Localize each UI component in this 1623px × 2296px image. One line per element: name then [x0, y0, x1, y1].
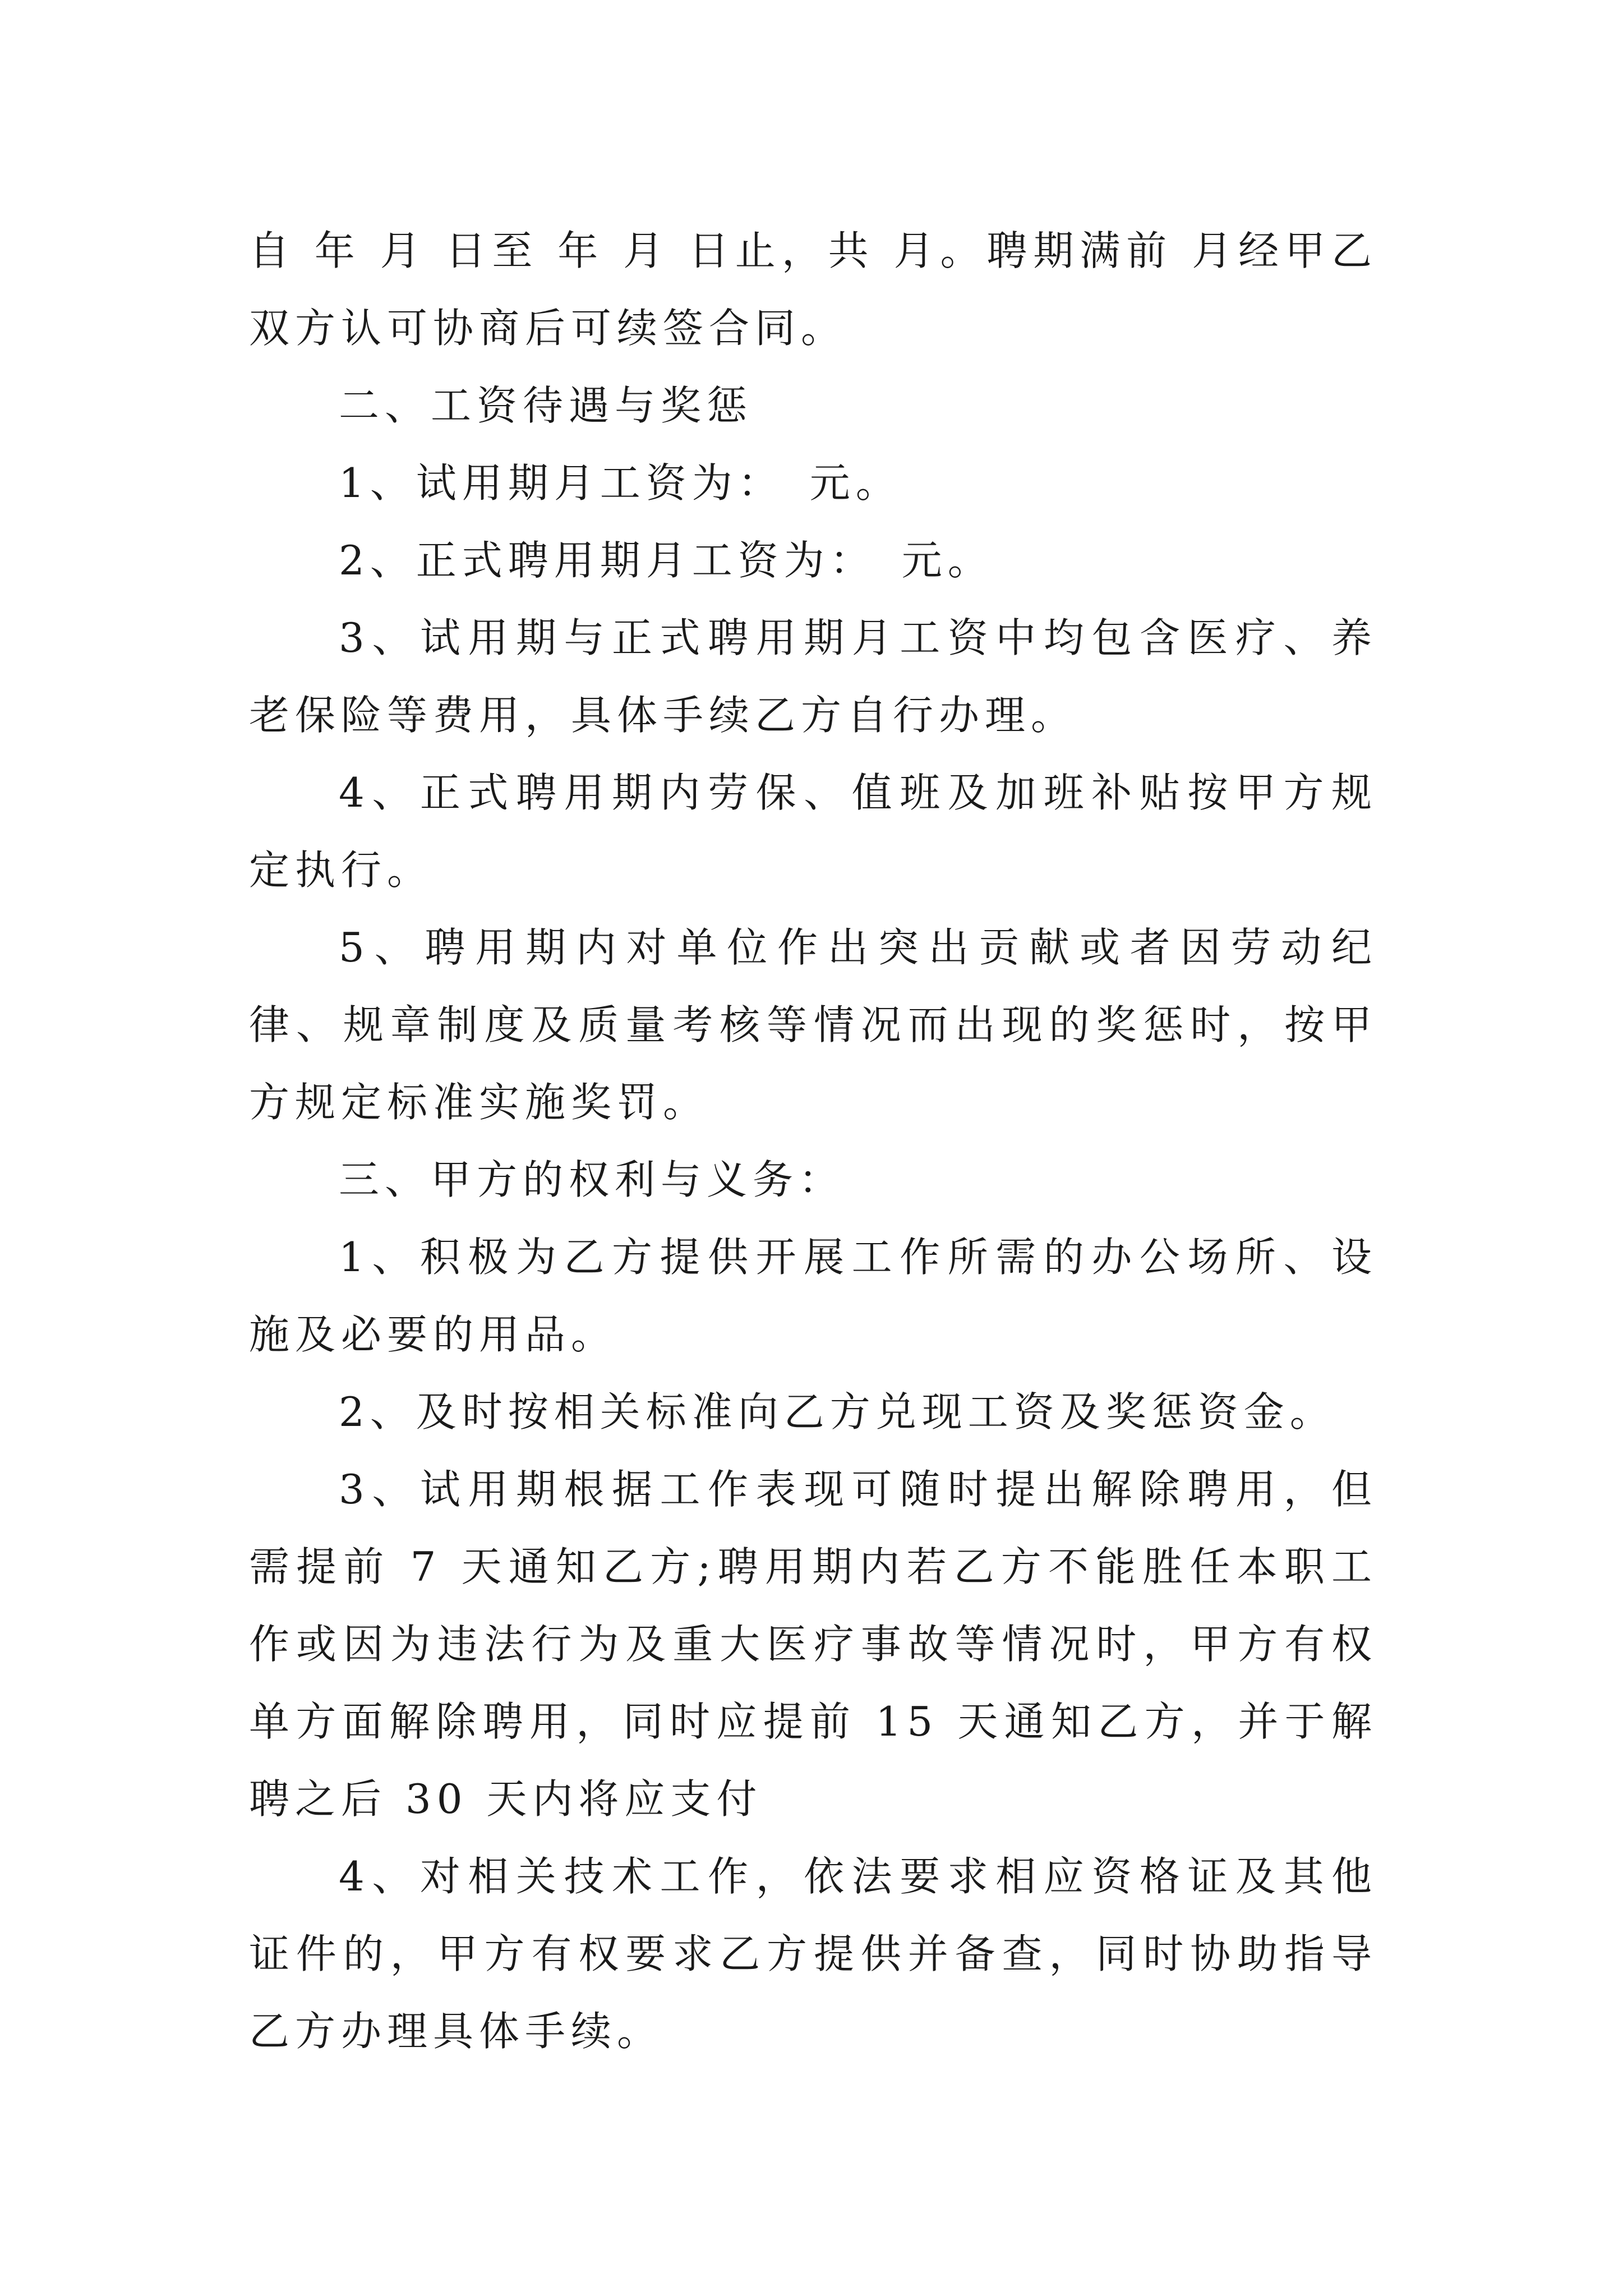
paragraph-termination: 3、试用期根据工作表现可随时提出解除聘用，但需提前 7 天通知乙方;聘用期内若乙方不能胜任本职工作或因为违法行为及重大医疗事故等情况时，甲方有权单方面解除聘用，同时应提前 15 天通知乙方，并于解聘之后 30 天内将应支付: [249, 1466, 1377, 1823]
paragraph-office: 1、积极为乙方提供开展工作所需的办公场所、设施及必要的用品。: [249, 1234, 1377, 1358]
paragraph-certificates: 4、对相关技术工作，依法要求相应资格证及其他证件的，甲方有权要求乙方提供并备查，同时协助指导乙方办理具体手续。: [249, 1853, 1377, 2055]
paragraph-insurance: 3、试用期与正式聘用期月工资中均包含医疗、养老保险等费用，具体手续乙方自行办理。: [249, 614, 1377, 739]
paragraph-rewards: 5、聘用期内对单位作出突出贡献或者因劳动纪律、规章制度及质量考核等情况而出现的奖惩时，按甲方规定标准实施奖罚。: [249, 924, 1377, 1126]
paragraph-payment: 2、及时按相关标准向乙方兑现工资及奖惩资金。: [339, 1388, 1336, 1435]
document-body: [249, 212, 1377, 2070]
section-heading-party-a: 三、甲方的权利与义务：: [339, 1156, 845, 1203]
paragraph-probation-salary: 1、试用期月工资为： 元。: [339, 459, 902, 507]
section-heading-salary: 二、工资待遇与奖惩: [339, 382, 753, 429]
paragraph-term: 自 年 月 日至 年 月 日止，共 月。聘期满前 月经甲乙双方认可协商后可续签合同。: [249, 227, 1377, 352]
paragraph-subsidy: 4、正式聘用期内劳保、值班及加班补贴按甲方规定执行。: [249, 769, 1377, 894]
paragraph-formal-salary: 2、正式聘用期月工资为： 元。: [339, 537, 994, 584]
